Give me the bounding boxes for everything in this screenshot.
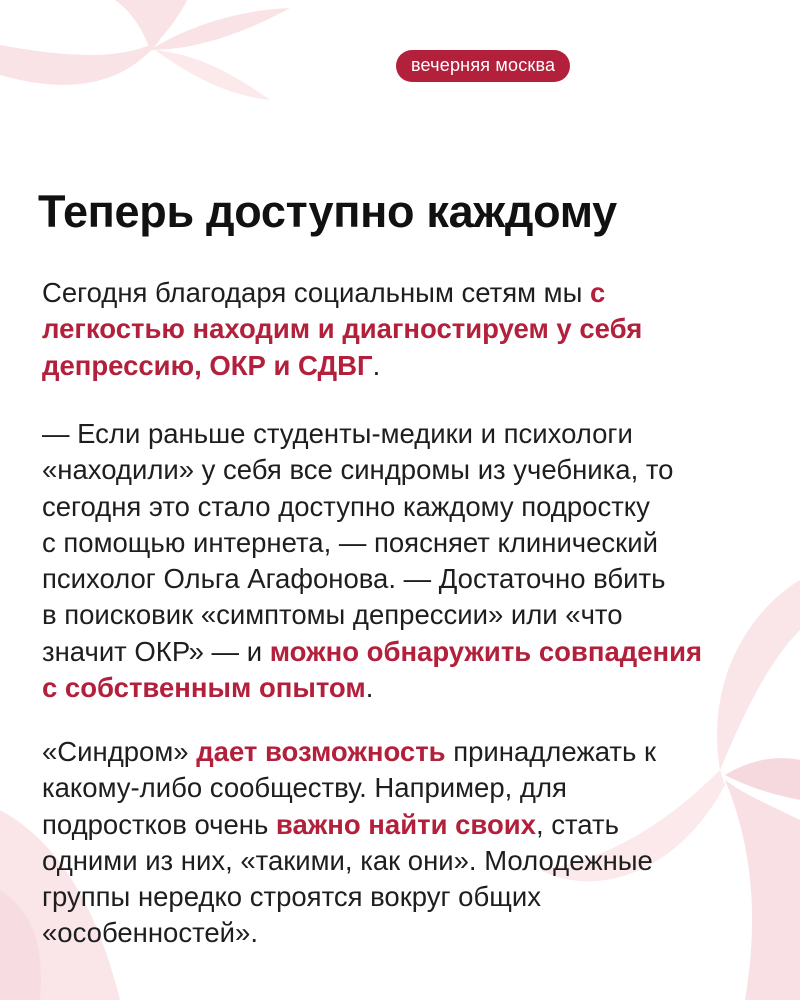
paragraph-2-line: сегодня это стало доступно каждому подростку xyxy=(42,490,650,522)
paragraph-3-line: группы нередко строятся вокруг общих xyxy=(42,881,541,913)
brand-badge xyxy=(396,50,570,82)
brand-name: вечерняя москва xyxy=(411,55,556,75)
paragraph-3-line: какому-либо сообществу. Например, для xyxy=(42,772,567,804)
highlight: с собственным опытом xyxy=(42,672,366,704)
highlight: депрессию, ОКР и СДВГ xyxy=(42,349,373,381)
paragraph-3-line: одними из них, «такими, как они». Молодежные xyxy=(42,844,653,876)
paragraph-2-line: в поисковик «симптомы депрессии» или «что xyxy=(42,599,623,631)
article-title: Теперь доступно каждому xyxy=(38,186,617,237)
paragraph-2-line: значит ОКР» — и можно обнаружить совпадения xyxy=(42,635,703,667)
decorative-flower-top-left xyxy=(0,0,290,150)
paragraph-3-line: «Синдром» дает возможность принадлежать к xyxy=(42,736,657,767)
highlight: важно найти своих xyxy=(275,808,536,840)
paragraph-2 xyxy=(42,416,702,706)
highlight: легкостью находим и диагностируем у себя xyxy=(42,313,643,345)
paragraph-1-line: Сегодня благодаря социальным сетям мы с xyxy=(42,277,606,308)
highlight: с xyxy=(589,277,606,308)
paragraph-2-line: — Если раньше студенты-медики и психологи xyxy=(42,418,633,449)
paragraph-2-line: «находили» у себя все синдромы из учебника, то xyxy=(42,454,674,486)
paragraph-1-line xyxy=(42,313,642,344)
paragraph-1 xyxy=(42,275,642,384)
paragraph-3-line: подростков очень важно найти своих, стать xyxy=(42,808,619,840)
paragraph-3 xyxy=(42,734,656,952)
paragraph-2-line: с собственным опытом. xyxy=(42,672,374,704)
highlight: можно обнаружить совпадения xyxy=(269,635,703,667)
paragraph-2-line: психолог Ольга Агафонова. — Достаточно вбить xyxy=(42,563,666,595)
paragraph-1-line: депрессию, ОКР и СДВГ. xyxy=(42,349,381,381)
paragraph-2-line: с помощью интернета, — поясняет клинический xyxy=(42,526,658,558)
highlight: дает возможность xyxy=(196,736,446,767)
paragraph-3-line: «особенностей». xyxy=(42,917,258,949)
